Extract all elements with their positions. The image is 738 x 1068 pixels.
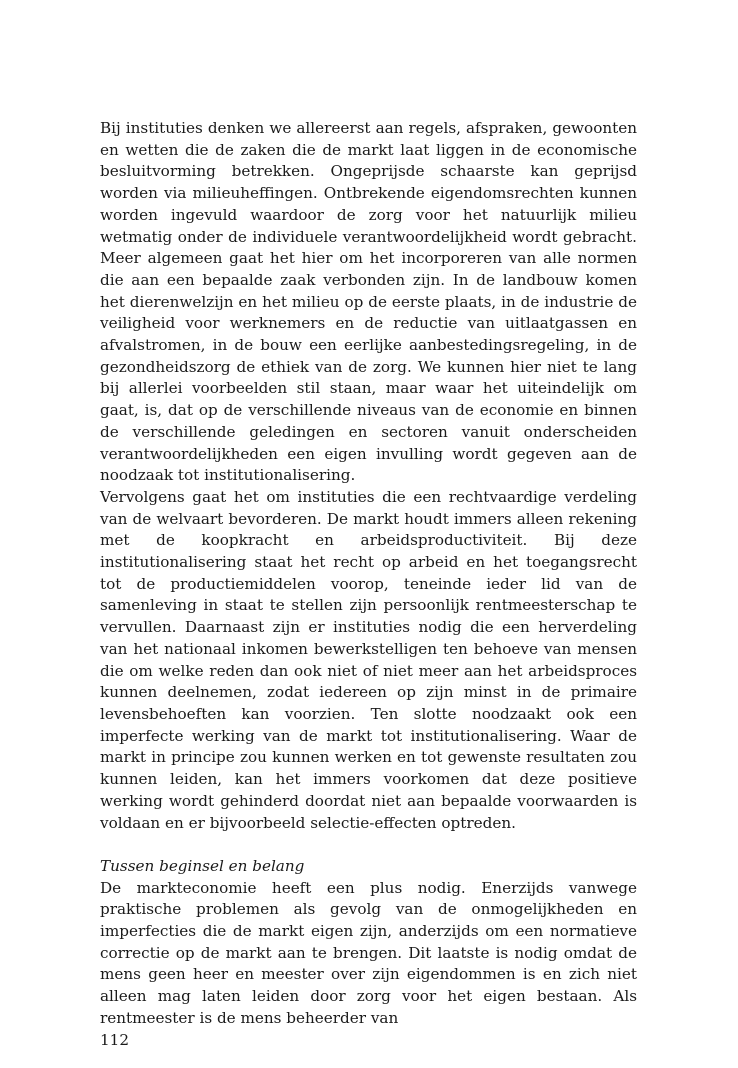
paragraph-institutions-rules: Bij instituties denken we allereerst aan regels, afspraken, gewoonten en wetten die de zaken die de markt laat liggen in de economische besluitvorming betrekken. Ongeprijsde schaarste kan geprijsd worden via milieuheffingen. Ontbrekende eigendomsrechten kunnen worden ingevuld waardoor de zorg voor het natuurlijk milieu wetmatig onder de individuele verantwoordelijkheid wordt gebracht. Meer algemeen gaat het hier om het incorporeren van alle normen die aan een bepaalde zaak verbonden zijn. In de landbouw komen het dierenwelzijn en het milieu op de eerste plaats, in de industrie de veiligheid voor werknemers en de reductie van uitlaatgassen en afvalstromen, in de bouw een eerlijke aanbestedingsregeling, in de gezondheidszorg de ethiek van de zorg. We kunnen hier niet te lang bij allerlei voorbeelden stil staan, maar waar het uiteindelijk om gaat, is, dat op de verschillende niveaus van de economie en binnen de verschillende geledingen en sectoren vanuit onderscheiden verantwoordelijkheden een eigen invulling wordt gegeven aan de noodzaak tot institutionalisering. [100, 119, 637, 485]
paragraph-fair-distribution: Vervolgens gaat het om instituties die een rechtvaardige verdeling van de welvaart bevorderen. De markt houdt immers alleen rekening met de koopkracht en arbeidsproductiviteit. Bij deze institutionalisering staat het recht op arbeid en het toegangsrecht tot de productiemiddelen voorop, teneinde ieder lid van de samenleving in staat te stellen zijn persoonlijk rentmeesterschap te vervullen. Daarnaast zijn er instituties nodig die een herverdeling van het nationaal inkomen bewerkstelligen ten behoeve van mensen die om welke reden dan ook niet of niet meer aan het arbeidsproces kunnen deelnemen, zodat iedereen op zijn minst in de primaire levensbehoeften kan voorzien. Ten slotte noodzaakt ook een imperfecte werking van de markt tot institutionalisering. Waar de markt in principe zou kunnen werken en tot gewenste resultaten zou kunnen leiden, kan het immers voorkomen dat deze positieve werking wordt gehinderd doordat niet aan bepaalde voorwaarden is voldaan en er bijvoorbeeld selectie-effecten optreden. [100, 487, 637, 832]
paragraph-market-economy: De markteconomie heeft een plus nodig. Enerzijds vanwege praktische problemen als gevolg van de onmogelijkheden en imperfecties die de markt eigen zijn, anderzijds om een normatieve correctie op de markt aan te brengen. Dit laatste is nodig omdat de mens geen heer en meester over zijn eigendommen is en zich niet alleen mag laten leiden door zorg voor het eigen bestaan. Als rentmeester is de mens beheerder van [100, 878, 637, 1027]
document-page [100, 118, 637, 1051]
section-heading: Tussen beginsel en belang [100, 856, 305, 875]
paragraph-spacer [100, 834, 637, 856]
page-number: 112 [100, 1030, 129, 1049]
